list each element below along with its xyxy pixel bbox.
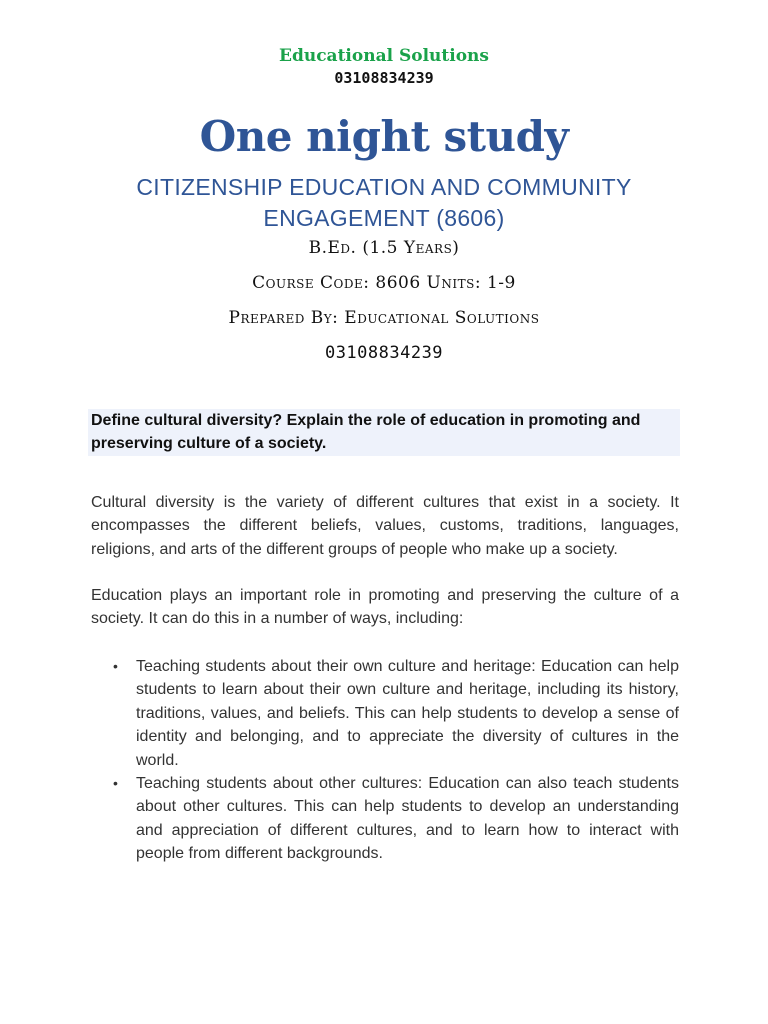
list-item xyxy=(91,772,679,866)
header-phone: 03108834239 xyxy=(334,69,434,87)
degree-line: B.Ed. (1.5 Years) xyxy=(308,238,460,258)
list-item-text: Teaching students about their own culture and heritage: Education can help students to learn about their own culture and heritage, including its history, traditions, values, and beliefs. This can help students to develop a sense of identity and belonging, and to appreciate the diversity of cultures in the world. xyxy=(136,658,679,769)
bullet-icon: • xyxy=(113,775,118,792)
course-subtitle: CITIZENSHIP EDUCATION AND COMMUNITY ENGAGEMENT (8606) xyxy=(136,174,632,231)
list-item xyxy=(91,655,679,772)
document-title: One night study xyxy=(199,112,569,161)
course-code-line: Course Code: 8606 Units: 1-9 xyxy=(252,273,516,293)
ways-list xyxy=(91,655,679,866)
list-item-text: Teaching students about other cultures: Education can also teach students about other cultures. This can help students to develop an understanding and appreciation of different cultures, and to learn how to interact with people from different backgrounds. xyxy=(136,775,679,863)
question-text: Define cultural diversity? Explain the role of education in promoting and preserving culture of a society. xyxy=(91,412,641,452)
header-brand: Educational Solutions xyxy=(279,46,489,66)
prepared-by-line: Prepared By: Educational Solutions xyxy=(228,308,540,328)
contact-phone: 03108834239 xyxy=(324,343,444,363)
paragraph-cultural-diversity: Cultural diversity is the variety of different cultures that exist in a society. It encompasses the different beliefs, values, customs, traditions, languages, religions, and arts of the different groups of people who make up a society. xyxy=(91,494,679,558)
paragraph-education-role: Education plays an important role in promoting and preserving the culture of a society. It can do this in a number of ways, including: xyxy=(91,587,679,628)
bullet-icon: • xyxy=(113,658,118,674)
